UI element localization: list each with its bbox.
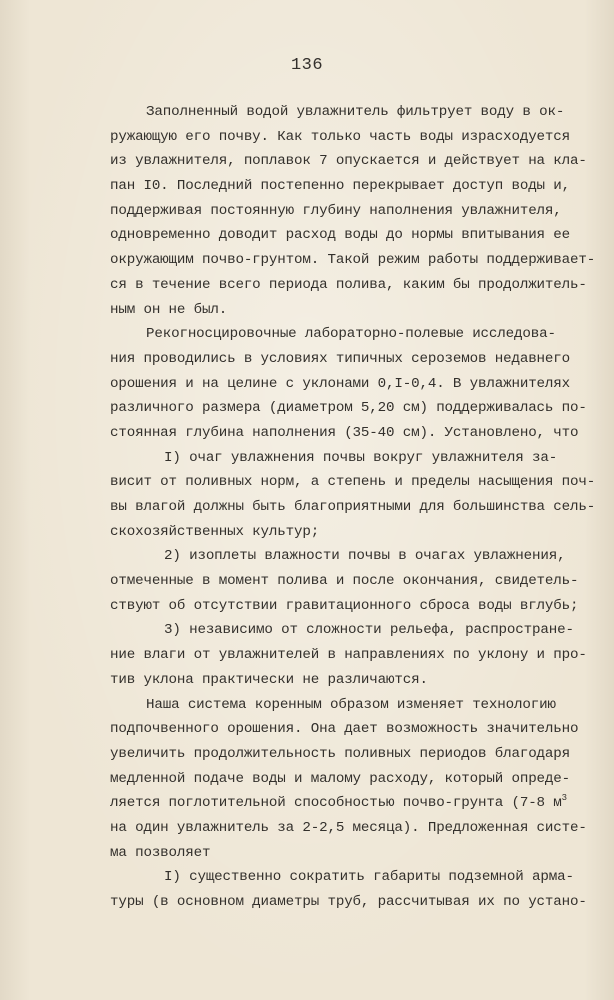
text-line-content: отмеченные в момент полива и после окончания, свидетель- — [110, 573, 579, 590]
text-line-content: ния проводились в условиях типичных сероземов недавнего — [110, 350, 571, 367]
text-line — [110, 594, 579, 619]
text-line — [110, 470, 596, 495]
text-line-content: туры (в основном диаметры труб, рассчитывая их по устано- — [110, 894, 587, 910]
text-line-content: Рекогносцировочные лабораторно-полевые исследова- — [146, 326, 556, 343]
text-line-content: на один увлажнитель за 2-2,5 месяца). Предложенная систе- — [110, 819, 587, 836]
text-line — [110, 890, 587, 915]
text-line — [110, 791, 570, 816]
text-line-content: 3) независимо от сложности рельефа, распростране- — [164, 622, 574, 639]
text-line-content: вы влагой должны быть благоприятными для большинства сель- — [110, 499, 596, 515]
text-line — [110, 125, 570, 150]
text-line — [110, 668, 570, 693]
text-line — [110, 273, 587, 298]
text-line — [110, 100, 570, 125]
text-line — [110, 767, 570, 792]
text-line-content: подпочвенного орошения. Она дает возможность значительно — [110, 721, 579, 738]
text-line-content: медленной подаче воды и малому расходу, который опреде- — [110, 770, 571, 787]
text-line-content: Заполненный водой увлажнитель фильтрует воду в ок- — [146, 104, 565, 120]
text-line — [110, 298, 570, 323]
page-number: 136 — [290, 56, 324, 75]
text-line — [110, 421, 579, 446]
text-line-content: ружающую его почву. Как только часть воды израсходуется — [110, 128, 571, 145]
text-line — [110, 495, 596, 520]
text-line — [110, 372, 570, 397]
text-line-content: орошения и на целине с уклонами 0,I-0,4. В увлажнителях — [110, 375, 571, 392]
text-line-content: из увлажнителя, поплавок 7 опускается и действует на кла- — [110, 153, 587, 170]
text-line — [110, 693, 570, 718]
text-line — [110, 618, 574, 643]
text-line-content: ляется поглотительной способностью почво-грунта (7-8 м — [110, 795, 562, 812]
text-line-content: тив уклона практически не различаются. — [110, 671, 428, 688]
text-line — [110, 347, 570, 372]
text-line — [110, 149, 587, 174]
text-line-content: поддерживая постоянную глубину наполнения увлажнителя, — [110, 202, 562, 219]
text-line — [110, 446, 570, 471]
document-body — [110, 100, 596, 915]
text-line-content: ся в течение всего периода полива, каким бы продолжитель- — [110, 276, 587, 293]
text-line-content: I) существенно сократить габариты подземной арма- — [164, 869, 574, 886]
text-line — [110, 841, 570, 866]
text-line — [110, 396, 587, 421]
text-line-content: увеличить продолжительность поливных периодов благодаря — [110, 745, 571, 762]
text-line — [110, 199, 570, 224]
text-line — [110, 569, 579, 594]
text-line-content: висит от поливных норм, а степень и пределы насыщения поч- — [110, 474, 596, 491]
text-line — [110, 322, 570, 347]
superscript: 3 — [561, 793, 567, 804]
text-line-content: ствуют об отсутствии гравитационного сброса воды вглубь; — [110, 597, 579, 614]
text-line — [110, 223, 570, 248]
text-line-content: одновременно доводит расход воды до нормы впитывания ее — [110, 227, 571, 244]
text-line — [110, 865, 574, 890]
text-line — [110, 520, 570, 545]
text-line — [110, 717, 579, 742]
text-line-content: Наша система коренным образом изменяет технологию — [146, 696, 556, 713]
text-line-content: стоянная глубина наполнения (35-40 см). Установлено, что — [110, 424, 579, 441]
text-line-content: пан I0. Последний постепенно перекрывает доступ воды и, — [110, 178, 571, 195]
text-line-content: ма позволяет — [110, 844, 211, 861]
text-line — [110, 174, 570, 199]
text-line-content: окружающим почво-грунтом. Такой режим работы поддерживает- — [110, 252, 596, 269]
text-line-content: различного размера (диаметром 5,20 см) поддерживалась по- — [110, 400, 587, 417]
text-line-content: 2) изоплеты влажности почвы в очагах увлажнения, — [164, 548, 566, 565]
text-line — [110, 742, 570, 767]
text-line — [110, 248, 596, 273]
text-line — [110, 816, 587, 841]
text-line — [110, 643, 587, 668]
text-line-content: I) очаг увлажнения почвы вокруг увлажнителя за- — [164, 449, 558, 466]
text-line-content: ние влаги от увлажнителей в направлениях по уклону и про- — [110, 647, 587, 664]
text-line-content: скохозяйственных культур; — [110, 523, 320, 540]
text-line — [110, 544, 570, 569]
text-line-content: ным он не был. — [110, 301, 228, 318]
